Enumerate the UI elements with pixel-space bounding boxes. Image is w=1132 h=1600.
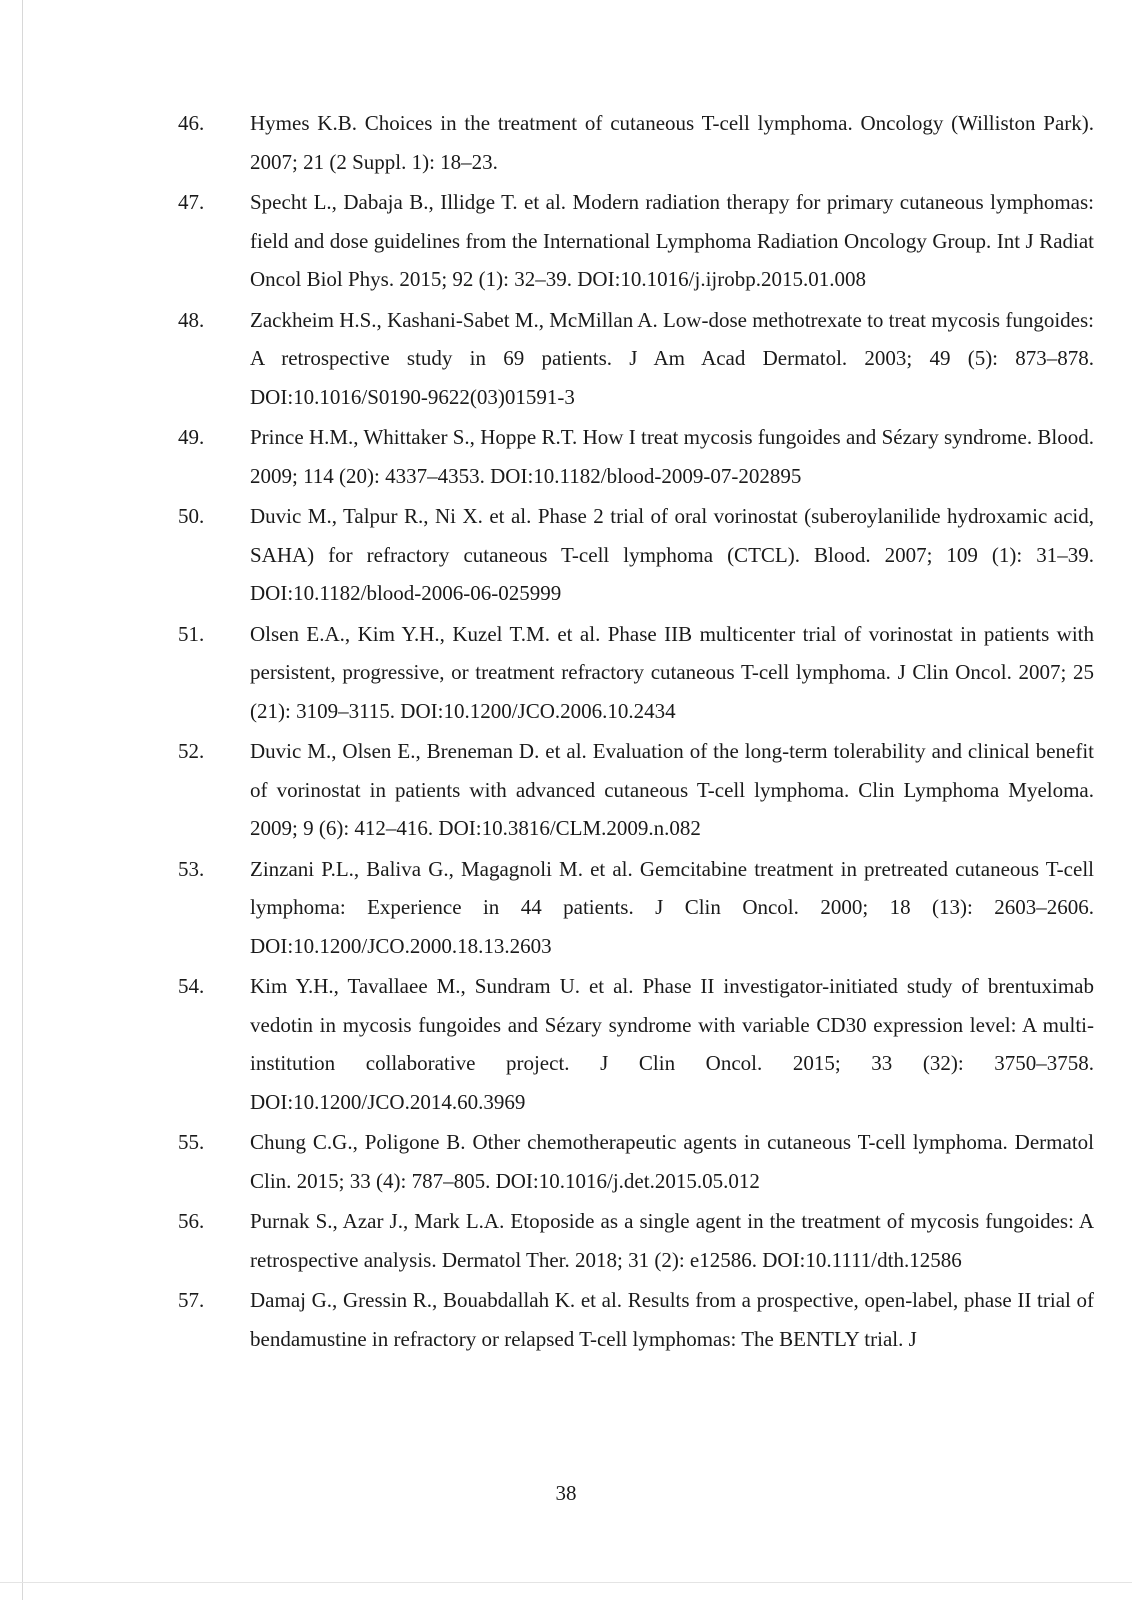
reference-item-56: [178, 1202, 1094, 1279]
reference-text: Hymes K.B. Choices in the treatment of cutaneous T-cell lymphoma. Oncology (Williston Park). 2007; 21 (2 Suppl. 1): 18–23.: [250, 111, 1094, 174]
reference-text: Chung C.G., Poligone B. Other chemotherapeutic agents in cutaneous T-cell lymphoma. Dermatol Clin. 2015; 33 (4): 787–805. DOI:10.1016/j.det.2015.05.012: [250, 1130, 1094, 1193]
reference-item-49: [178, 418, 1094, 495]
reference-item-55: [178, 1123, 1094, 1200]
reference-item-52: [178, 732, 1094, 848]
reference-item-57: [178, 1281, 1094, 1358]
scan-edge-line: [22, 0, 23, 1600]
scan-edge-line: [0, 1582, 1132, 1583]
reference-item-46: [178, 104, 1094, 181]
reference-text: Purnak S., Azar J., Mark L.A. Etoposide as a single agent in the treatment of mycosis fungoides: A retrospective analysis. Dermatol Ther. 2018; 31 (2): e12586. DOI:10.1111/dth.12586: [250, 1209, 1094, 1272]
reference-text: Zackheim H.S., Kashani-Sabet M., McMillan A. Low-dose methotrexate to treat mycosis fungoides: A retrospective study in 69 patients. J Am Acad Dermatol. 2003; 49 (5): 873–878. DOI:10.1016/S0190-9622(03)01591-3: [250, 307, 1094, 409]
reference-number: 52.: [178, 739, 205, 763]
reference-item-50: [178, 497, 1094, 613]
page-number: 38: [555, 1481, 577, 1505]
reference-item-47: [178, 183, 1094, 299]
reference-number: 46.: [178, 111, 205, 135]
reference-item-51: [178, 615, 1094, 731]
reference-text: Prince H.M., Whittaker S., Hoppe R.T. How I treat mycosis fungoides and Sézary syndrome. Blood. 2009; 114 (20): 4337–4353. DOI:10.1182/blood-2009-07-202895: [250, 425, 1094, 488]
reference-text: Duvic M., Talpur R., Ni X. et al. Phase 2 trial of oral vorinostat (suberoylanilide hydroxamic acid, SAHA) for refractory cutaneous T-cell lymphoma (CTCL). Blood. 2007; 109 (1): 31–39. DOI:10.1182/blood-2006-06-025999: [250, 504, 1094, 605]
reference-item-53: [178, 850, 1094, 966]
reference-item-54: [178, 967, 1094, 1121]
reference-text: Duvic M., Olsen E., Breneman D. et al. Evaluation of the long-term tolerability and clinical benefit of vorinostat in patients with advanced cutaneous T-cell lymphoma. Clin Lymphoma Myeloma. 2009; 9 (6): 412–416. DOI:10.3816/CLM.2009.n.082: [250, 739, 1094, 840]
reference-text: Damaj G., Gressin R., Bouabdallah K. et al. Results from a prospective, open-label, phase II trial of bendamustine in refractory or relapsed T-cell lymphomas: The BENTLY trial. J: [250, 1288, 1094, 1351]
reference-number: 55.: [178, 1130, 205, 1154]
reference-number: 51.: [178, 621, 205, 646]
reference-text: Olsen E.A., Kim Y.H., Kuzel T.M. et al. Phase IIB multicenter trial of vorinostat in patients with persistent, progressive, or treatment refractory cutaneous T-cell lymphoma. J Clin Oncol. 2007; 25 (21): 3109–3115. DOI:10.1200/JCO.2006.10.2434: [250, 621, 1094, 723]
reference-number: 53.: [178, 856, 205, 881]
reference-number: 56.: [178, 1209, 205, 1233]
reference-number: 50.: [178, 504, 205, 528]
reference-list: [178, 104, 1094, 1360]
reference-number: 57.: [178, 1288, 205, 1312]
reference-text: Kim Y.H., Tavallaee M., Sundram U. et al. Phase II investigator-initiated study of brentuximab vedotin in mycosis fungoides and Sézary syndrome with variable CD30 expression level: A multi-institution collaborative project. J Clin Oncol. 2015; 33 (32): 3750–3758. DOI:10.1200/JCO.2014.60.3969: [250, 974, 1094, 1114]
reference-number: 47.: [178, 190, 205, 214]
reference-item-48: [178, 301, 1094, 417]
reference-text: Specht L., Dabaja B., Illidge T. et al. Modern radiation therapy for primary cutaneous lymphomas: field and dose guidelines from the International Lymphoma Radiation Oncology Group. Int J Radiat Oncol Biol Phys. 2015; 92 (1): 32–39. DOI:10.1016/j.ijrobp.2015.01.008: [250, 190, 1094, 291]
reference-text: Zinzani P.L., Baliva G., Magagnoli M. et al. Gemcitabine treatment in pretreated cutaneous T-cell lymphoma: Experience in 44 patients. J Clin Oncol. 2000; 18 (13): 2603–2606. DOI:10.1200/JCO.2000.18.13.2603: [250, 856, 1094, 958]
reference-number: 48.: [178, 307, 205, 332]
reference-number: 54.: [178, 974, 205, 998]
reference-number: 49.: [178, 425, 205, 449]
